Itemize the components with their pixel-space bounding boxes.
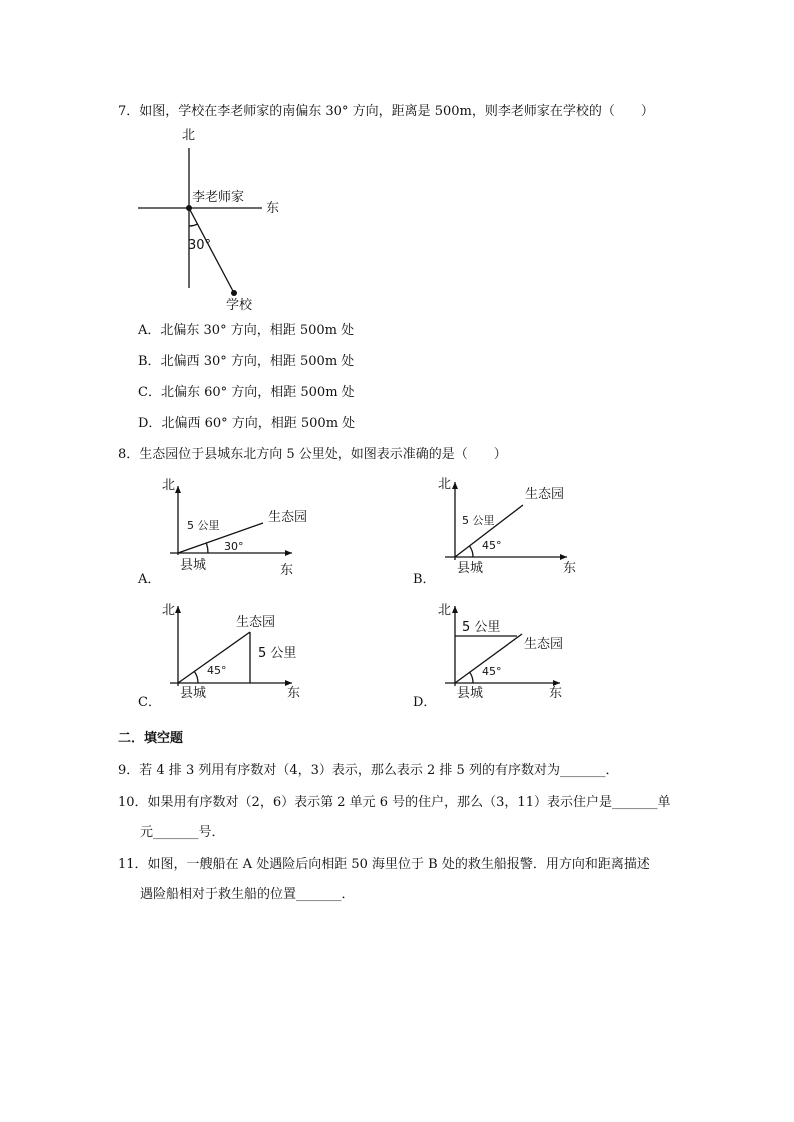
q10-line1: 10．如果用有序数对（2，6）表示第 2 单元 6 号的住户，那么（3，11）表示住户是_______单 <box>118 795 671 810</box>
q8c-distance-label: 5 公里 <box>258 646 297 661</box>
q8b-origin-label: 县城 <box>457 561 484 576</box>
q7-option-c-label: C． <box>138 385 161 400</box>
q7-angle-arc <box>189 224 198 226</box>
q8a-north-label: 北 <box>162 478 176 493</box>
q8b-east-label: 东 <box>563 561 577 576</box>
q8a-angle-arc <box>207 544 209 554</box>
q7-school-dot <box>231 290 237 296</box>
q7-north-label: 北 <box>182 128 196 143</box>
q7-option-c <box>138 385 355 401</box>
q7-home-label: 李老师家 <box>192 190 245 205</box>
q8b-north-label: 北 <box>438 477 452 492</box>
q8d-east-label: 东 <box>549 686 563 701</box>
q7-option-b-label: B． <box>138 354 161 369</box>
q8-option-c-label: C． <box>138 695 161 710</box>
q8-option-a-label: A． <box>138 572 161 587</box>
q7-option-b-text: 北偏西 30° 方向，相距 500m 处 <box>160 354 355 369</box>
q7-east-label: 东 <box>266 201 280 216</box>
q11-line1: 11．如图，一艘船在 A 处遇险后向相距 50 海里位于 B 处的救生船报警．用方向和距离描述 <box>118 857 650 872</box>
q8c-angle-label: 45° <box>207 664 227 677</box>
q7-option-d-label: D． <box>138 416 162 431</box>
q8d-north-label: 北 <box>438 603 452 618</box>
q7-option-b <box>138 354 354 370</box>
q8b-distance-label: 5 公里 <box>462 514 495 527</box>
q8a-target-label: 生态园 <box>268 510 308 525</box>
q7-option-a-text: 北偏东 30° 方向，相距 500m 处 <box>160 323 355 338</box>
q9-text: 9．若 4 排 3 列用有序数对（4，3）表示，那么表示 2 排 5 列的有序数对为_______． <box>118 763 619 778</box>
q10-line2: 元_______号． <box>140 825 225 840</box>
q8d-distance-label: 5 公里 <box>462 620 501 635</box>
q7-option-a <box>138 323 354 339</box>
q8a-angle-label: 30° <box>224 540 244 553</box>
q8-option-b-label: B． <box>413 572 436 587</box>
q8d-target-label: 生态园 <box>524 637 564 652</box>
q7-angle-label: 30° <box>188 238 212 253</box>
q7-option-d <box>138 416 355 432</box>
q8b-angle-arc <box>470 546 474 557</box>
q8b-angle-label: 45° <box>482 539 502 552</box>
q7-school-label: 学校 <box>226 298 253 313</box>
q8d-angle-label: 45° <box>482 665 502 678</box>
q8d-angle-arc <box>470 672 474 683</box>
q8-option-d-label: D． <box>413 695 437 710</box>
q7-stem: 7．如图，学校在李老师家的南偏东 30° 方向，距离是 500m，则李老师家在学校的（ ） <box>118 104 654 119</box>
q8c-target-label: 生态园 <box>236 615 276 630</box>
q7-figure <box>138 148 262 296</box>
q8c-north-label: 北 <box>162 603 176 618</box>
q8d-origin-label: 县城 <box>457 686 484 701</box>
q8a-origin-label: 县城 <box>180 558 207 573</box>
q7-option-d-text: 北偏西 60° 方向，相距 500m 处 <box>161 416 356 431</box>
q8c-origin-label: 县城 <box>180 686 207 701</box>
q7-option-a-label: A． <box>138 323 161 338</box>
q8a-distance-label: 5 公里 <box>187 519 220 532</box>
q8-stem: 8．生态园位于县城东北方向 5 公里处，如图表示准确的是（ ） <box>118 447 507 462</box>
q8c-angle-arc <box>194 671 198 683</box>
q8c-east-label: 东 <box>287 686 301 701</box>
section-2-title: 二．填空题 <box>118 731 184 746</box>
q7-option-c-text: 北偏东 60° 方向，相距 500m 处 <box>160 385 355 400</box>
q8b-target-label: 生态园 <box>525 487 565 502</box>
q11-line2: 遇险船相对于救生船的位置_______． <box>140 887 355 902</box>
q8a-east-label: 东 <box>280 563 294 578</box>
